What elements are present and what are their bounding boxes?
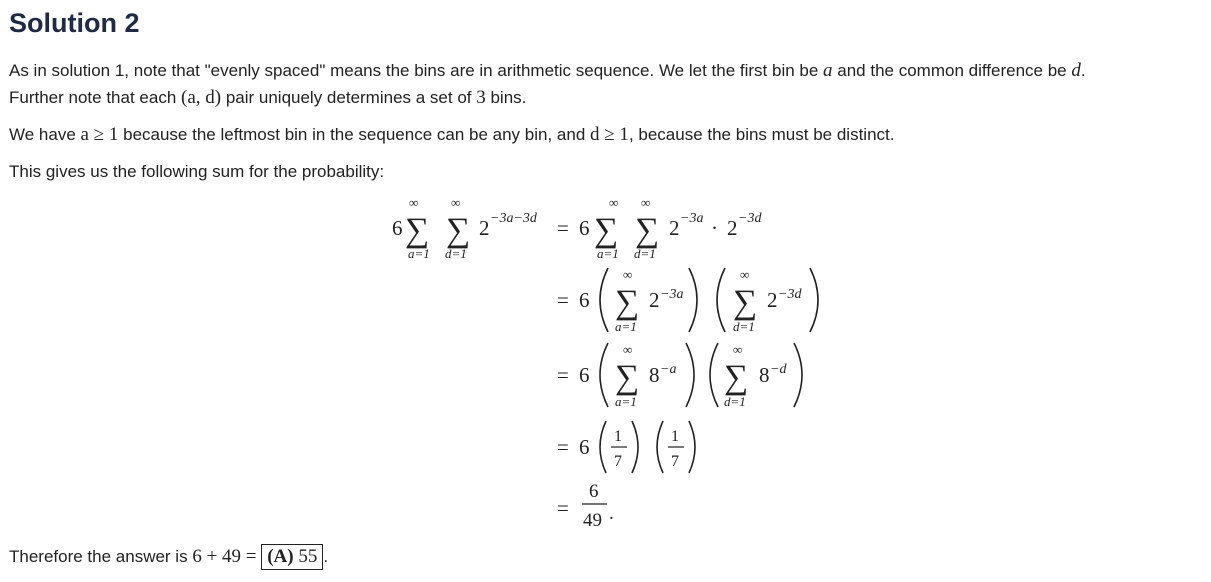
eq-exponent: −3a−3d: [490, 211, 537, 226]
eq-sigma: ∑: [733, 284, 758, 321]
result-numerator: 6: [589, 481, 599, 502]
paragraph-3: This gives us the following sum for the probability:: [9, 162, 385, 181]
eq-sigma: ∑: [635, 212, 660, 249]
eq-base-2: 2: [479, 216, 490, 240]
eq-inf: ∞: [623, 267, 633, 282]
p1-text-5: pair uniquely determines a set of: [221, 88, 477, 107]
left-paren: [717, 268, 725, 332]
answer-choice: (A): [267, 546, 294, 567]
eq-equals: =: [557, 288, 569, 312]
eq-six: 6: [579, 216, 590, 240]
left-paren: [657, 421, 663, 473]
eq-lower-a: a=1: [408, 246, 430, 261]
result-denominator: 49: [583, 510, 602, 531]
math-a: a: [823, 60, 833, 81]
eq-exponent-a: −3a: [680, 211, 704, 226]
eq-sigma: ∑: [724, 359, 749, 396]
left-paren: [600, 343, 608, 407]
p1-text-2: and the common difference be: [832, 61, 1072, 80]
eq-equals: =: [557, 496, 569, 520]
eq-lower-a: a=1: [597, 246, 619, 261]
eq-base-2: 2: [669, 216, 680, 240]
eq-six: 6: [579, 288, 590, 312]
eq-inf: ∞: [451, 195, 461, 210]
eq-exponent-neg-d: −d: [770, 362, 787, 377]
p2-text-2: because the leftmost bin in the sequence can be any bin, and: [118, 125, 590, 144]
fraction-denominator: 7: [671, 453, 679, 470]
eq-equals: =: [557, 216, 569, 240]
right-paren: [632, 421, 638, 473]
answer-box: [261, 544, 323, 570]
right-paren: [810, 268, 818, 332]
result-period: .: [609, 503, 614, 524]
p2-text-3: , because the bins must be distinct.: [628, 125, 895, 144]
math-d: d: [1071, 60, 1081, 81]
eq-sigma: ∑: [615, 284, 640, 321]
left-paren: [600, 421, 606, 473]
eq-inf: ∞: [740, 267, 750, 282]
eq-sigma: ∑: [446, 212, 471, 249]
answer-expression: 6 + 49 =: [192, 546, 257, 567]
eq-exponent-d: −3d: [738, 211, 762, 226]
eq-inf: ∞: [641, 195, 651, 210]
left-paren: [600, 268, 608, 332]
p1-text-6: bins.: [485, 88, 527, 107]
eq-inf: ∞: [409, 195, 419, 210]
fraction-numerator: 1: [671, 428, 679, 445]
eq-base-2: 2: [727, 216, 738, 240]
paragraph-4: [9, 543, 328, 570]
right-paren: [689, 268, 697, 332]
eq-inf: ∞: [623, 342, 633, 357]
eq-dot: ·: [711, 216, 718, 240]
eq-lower-d: d=1: [634, 246, 656, 261]
eq-base-8: 8: [649, 363, 660, 387]
eq-sigma: ∑: [615, 359, 640, 396]
eq-sigma: ∑: [405, 212, 430, 249]
eq-lower-a: a=1: [615, 319, 637, 334]
p1-text-3: .: [1080, 61, 1086, 80]
p1-text-1: As in solution 1, note that "evenly spaced" means the bins are in arithmetic sequence. We let the first bin be: [9, 61, 824, 80]
eq-inf: ∞: [733, 342, 743, 357]
solution-heading: Solution 2: [9, 8, 140, 38]
eq-lower-d: d=1: [724, 394, 746, 409]
eq-equals: =: [557, 363, 569, 387]
eq-sigma: ∑: [594, 212, 619, 249]
fraction-denominator: 7: [614, 453, 622, 470]
eq-base-8: 8: [759, 363, 770, 387]
eq-inf: ∞: [609, 195, 619, 210]
eq-six: 6: [392, 216, 403, 240]
eq-lower-d: d=1: [733, 319, 755, 334]
right-paren: [794, 343, 802, 407]
math-ineq-d: d ≥ 1: [590, 124, 629, 145]
eq-equals: =: [557, 435, 569, 459]
p2-text-1: We have: [9, 125, 81, 144]
right-paren: [689, 421, 695, 473]
p4-text-1: Therefore the answer is: [9, 547, 193, 566]
eq-exponent-a: −3a: [660, 287, 684, 302]
p4-text-2: .: [323, 547, 329, 566]
left-paren: [710, 343, 718, 407]
eq-exponent-neg-a: −a: [660, 362, 677, 377]
math-three: 3: [476, 87, 486, 108]
answer-value: 55: [298, 546, 318, 567]
eq-lower-d: d=1: [445, 246, 467, 261]
right-paren: [686, 343, 694, 407]
eq-lower-a: a=1: [615, 394, 637, 409]
p1-text-4: Further note that each: [9, 88, 181, 107]
eq-exponent-d: −3d: [778, 287, 802, 302]
math-ineq-a: a ≥ 1: [80, 124, 119, 145]
eq-base-2: 2: [767, 288, 778, 312]
eq-six: 6: [579, 435, 590, 459]
fraction-numerator: 1: [614, 428, 622, 445]
eq-base-2: 2: [649, 288, 660, 312]
eq-six: 6: [579, 363, 590, 387]
math-pair: (a, d): [181, 87, 222, 108]
